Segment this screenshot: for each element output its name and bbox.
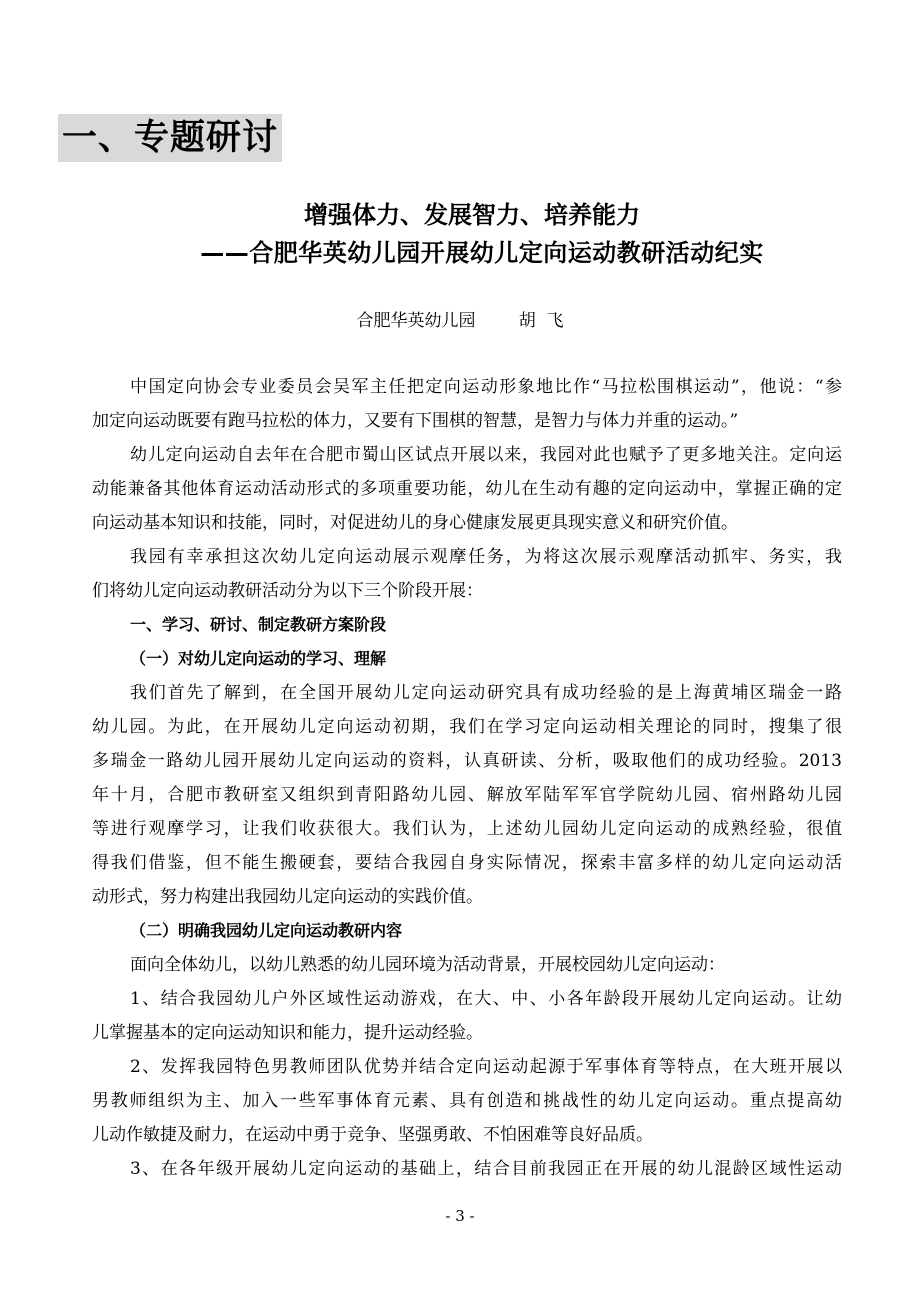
subsection-heading: （一）对幼儿定向运动的学习、理解 [130,649,387,668]
article-subtitle: ——合肥华英幼儿园开展幼儿定向运动教研活动纪实 [200,239,764,267]
author-line [0,308,920,334]
body-line: 儿掌握基本的定向运动知识和能力，提升运动经验。 [92,1023,483,1043]
author-name: 胡 飞 [518,311,564,331]
body-line: 男教师组织为主、加入一些军事体育元素、具有创造和挑战性的幼儿定向运动。重点提高幼 [92,1091,842,1111]
body-line: 2、发挥我园特色男教师团队优势并结合定向运动起源于军事体育等特点，在大班开展以 [130,1057,842,1077]
body-line: 3、在各年级开展幼儿定向运动的基础上，结合目前我园正在开展的幼儿混龄区域性运动 [130,1159,842,1179]
body-line: 向运动基本知识和技能，同时，对促进幼儿的身心健康发展更具现实意义和研究价值。 [92,513,738,533]
body-line: 动形式，努力构建出我园幼儿定向运动的实践价值。 [92,887,483,907]
article-title: 增强体力、发展智力、培养能力 [304,201,640,229]
body-line: 幼儿定向运动自去年在合肥市蜀山区试点开展以来，我园对此也赋予了更多地关注。定向运 [130,445,842,465]
body-line: 我们首先了解到，在全国开展幼儿定向运动研究具有成功经验的是上海黄埔区瑞金一路 [130,683,842,703]
body-line: 儿动作敏捷及耐力，在运动中勇于竞争、坚强勇敢、不怕困难等良好品质。 [92,1125,653,1145]
body-line: 面向全体幼儿，以幼儿熟悉的幼儿园环境为活动背景，开展校园幼儿定向运动： [130,955,725,975]
subsection-heading: 一、学习、研讨、制定教研方案阶段 [130,615,387,634]
article-body [92,370,842,1186]
body-line: 年十月，合肥市教研室又组织到青阳路幼儿园、解放军陆军军官学院幼儿园、宿州路幼儿园 [92,785,842,805]
body-line: 等进行观摩学习，让我们收获很大。我们认为，上述幼儿园幼儿定向运动的成熟经验，很值 [92,819,842,839]
body-line: 我园有幸承担这次幼儿定向运动展示观摩任务，为将这次展示观摩活动抓牢、务实，我 [130,547,842,567]
body-line: 加定向运动既要有跑马拉松的体力，又要有下围棋的智慧，是智力与体力并重的运动。” [92,411,739,431]
body-line: 幼儿园。为此，在开展幼儿定向运动初期，我们在学习定向运动相关理论的同时，搜集了很 [92,717,842,737]
subsection-heading: （二）明确我园幼儿定向运动教研内容 [130,921,403,940]
body-line: 得我们借鉴，但不能生搬硬套，要结合我园自身实际情况，探索丰富多样的幼儿定向运动活 [92,853,842,873]
body-line: 动能兼备其他体育运动活动形式的多项重要功能，幼儿在生动有趣的定向运动中，掌握正确的定 [92,479,842,499]
body-line: 们将幼儿定向运动教研活动分为以下三个阶段开展： [92,581,483,601]
page-number: - 3 - [445,1207,475,1225]
section-heading: 一、专题研讨 [58,114,282,162]
body-line: 中国定向协会专业委员会吴军主任把定向运动形象地比作“马拉松围棋运动”，他说：“参 [130,377,842,397]
body-line: 多瑞金一路幼儿园开展幼儿定向运动的资料，认真研读、分析，吸取他们的成功经验。2013 [92,751,842,771]
body-line: 1、结合我园幼儿户外区域性运动游戏，在大、中、小各年龄段开展幼儿定向运动。让幼 [130,989,842,1009]
author-org: 合肥华英幼儿园 [356,311,476,331]
